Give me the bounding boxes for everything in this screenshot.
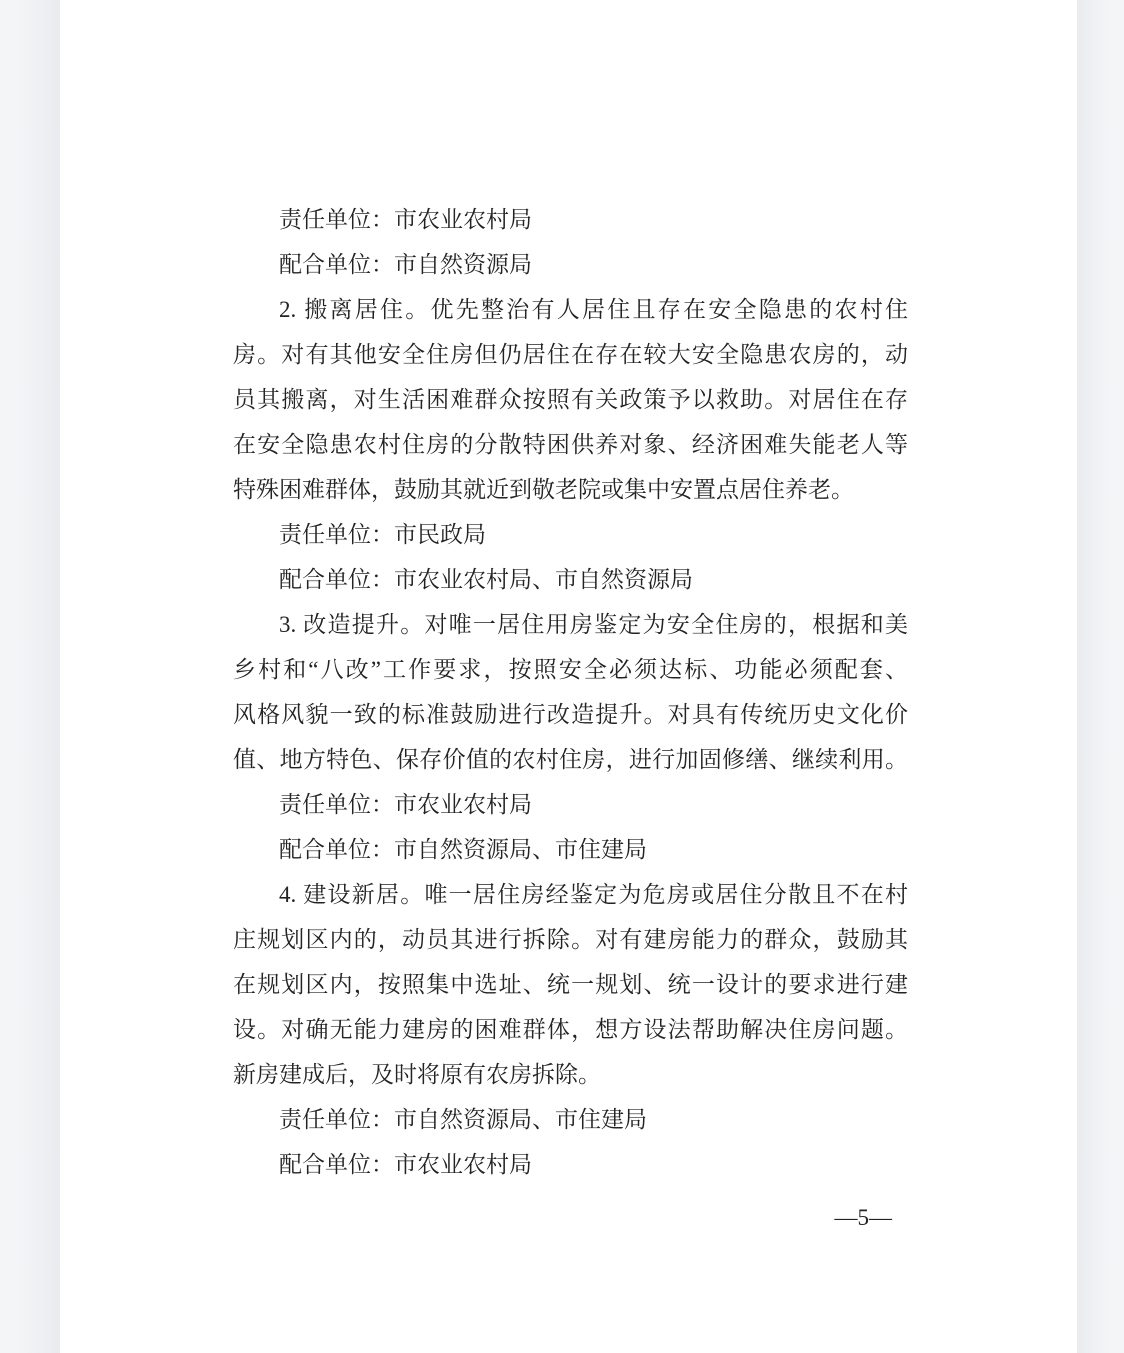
- paragraph-line: 新房建成后，及时将原有农房拆除。: [233, 1062, 601, 1087]
- paragraph-line: 2. 搬离居住。优先整治有人居住且存在安全隐患的农村住: [279, 297, 908, 322]
- paragraph-line: 乡村和“八改”工作要求，按照安全必须达标、功能必须配套、: [233, 657, 908, 682]
- cooperating-unit-line: 配合单位：市自然资源局、市住建局: [279, 837, 647, 862]
- paragraph-line: 值、地方特色、保存价值的农村住房，进行加固修缮、继续利用。: [233, 747, 908, 772]
- paragraph-line: 特殊困难群体，鼓励其就近到敬老院或集中安置点居住养老。: [233, 477, 854, 502]
- paragraph-line: 员其搬离，对生活困难群众按照有关政策予以救助。对居住在存: [233, 387, 908, 412]
- cooperating-unit-line: 配合单位：市自然资源局: [279, 252, 532, 277]
- paragraph-line: 房。对有其他安全住房但仍居住在存在较大安全隐患农房的，动: [233, 342, 908, 367]
- paragraph-line: 3. 改造提升。对唯一居住用房鉴定为安全住房的，根据和美: [279, 612, 908, 637]
- document-page: [60, 0, 1077, 1353]
- paragraph-line: 4. 建设新居。唯一居住房经鉴定为危房或居住分散且不在村: [279, 882, 908, 907]
- paragraph-line: 在安全隐患农村住房的分散特困供养对象、经济困难失能老人等: [233, 432, 908, 457]
- paragraph-line: 风格风貌一致的标准鼓励进行改造提升。对具有传统历史文化价: [233, 702, 908, 727]
- paragraph-line: 在规划区内，按照集中选址、统一规划、统一设计的要求进行建: [233, 972, 908, 997]
- document-text-block: [233, 197, 908, 1235]
- viewer-gutter-right: [1077, 0, 1124, 1353]
- viewer-gutter-left: [0, 0, 60, 1353]
- cooperating-unit-line: 配合单位：市农业农村局、市自然资源局: [279, 567, 693, 592]
- paragraph-line: 庄规划区内的，动员其进行拆除。对有建房能力的群众，鼓励其: [233, 927, 908, 952]
- paragraph-line: 设。对确无能力建房的困难群体，想方设法帮助解决住房问题。: [233, 1017, 908, 1042]
- cooperating-unit-line: 配合单位：市农业农村局: [279, 1152, 532, 1177]
- responsible-unit-line: 责任单位：市农业农村局: [279, 792, 532, 817]
- responsible-unit-line: 责任单位：市民政局: [279, 522, 486, 547]
- responsible-unit-line: 责任单位：市自然资源局、市住建局: [279, 1107, 647, 1132]
- page-number: —5—: [834, 1205, 892, 1230]
- responsible-unit-line: 责任单位：市农业农村局: [279, 207, 532, 232]
